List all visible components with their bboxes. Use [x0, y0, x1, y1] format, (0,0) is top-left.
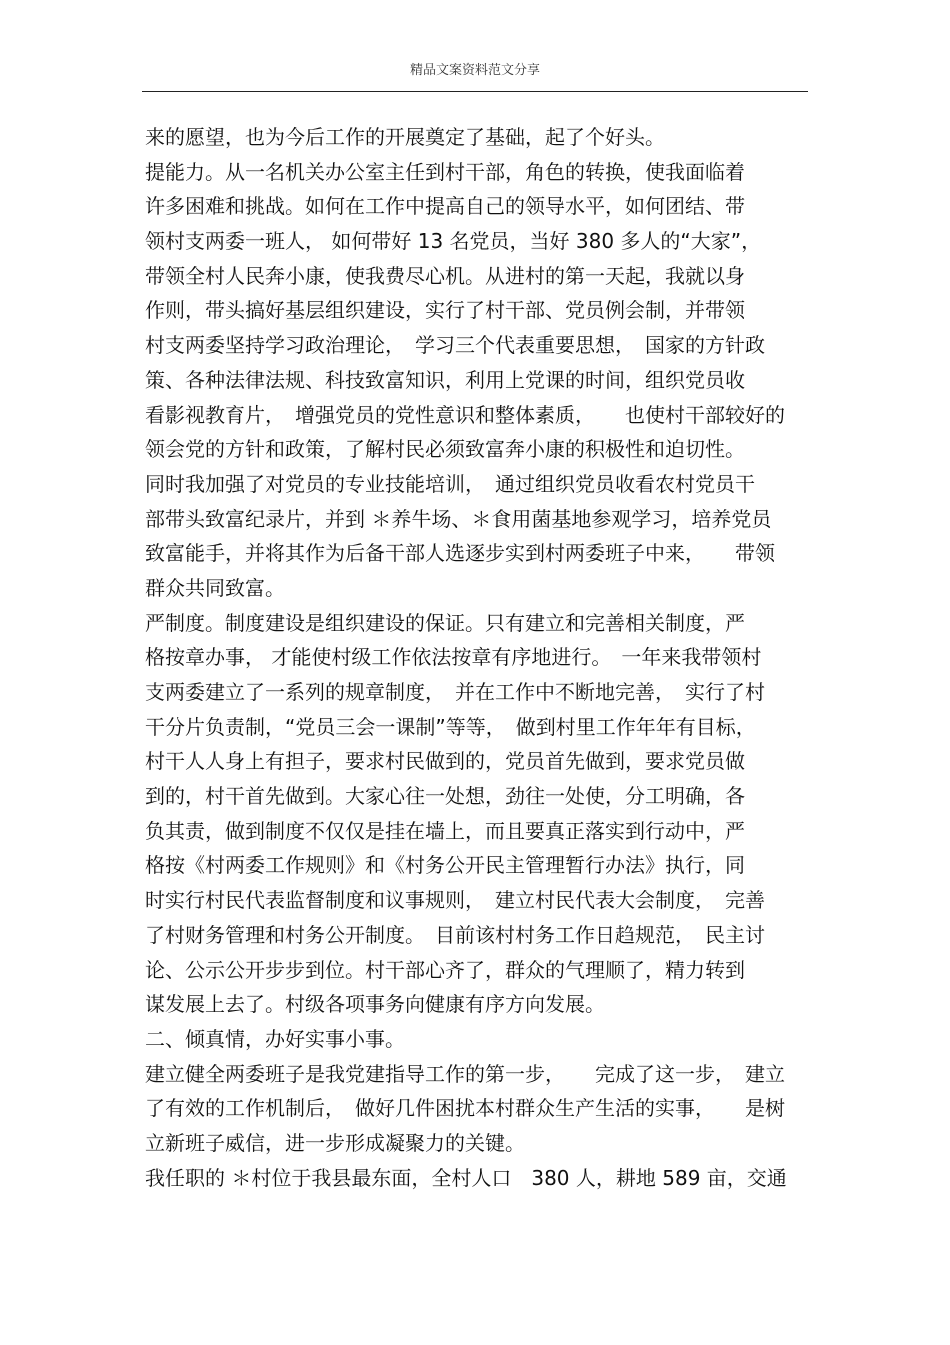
text-line: 许多困难和挑战。如何在工作中提高自己的领导水平，如何团结、带	[145, 194, 745, 219]
text-line: 带领全村人民奔小康，使我费尽心机。从进村的第一天起，我就以身	[145, 263, 745, 288]
text-line: 了村财务管理和村务公开制度。 目前该村村务工作日趋规范， 民主讨	[145, 922, 765, 947]
text-line: 策、各种法律法规、科技致富知识，利用上党课的时间，组织党员收	[145, 367, 745, 392]
text-line: 严制度。制度建设是组织建设的保证。只有建立和完善相关制度，严	[145, 610, 745, 635]
text-line: 来的愿望，也为今后工作的开展奠定了基础，起了个好头。	[145, 125, 665, 149]
text-line: 部带头致富纪录片，并到 ＊养牛场、＊食用菌基地参观学习，培养党员	[145, 506, 772, 531]
page-header: 精品文案资料范文分享	[409, 63, 540, 78]
text-line: 致富能手，并将其作为后备干部人选逐步实到村两委班子中来， 带领	[145, 541, 775, 566]
text-line: 格按章办事， 才能使村级工作依法按章有序地进行。 一年来我带领村	[145, 645, 762, 670]
text-line: 时实行村民代表监督制度和议事规则， 建立村民代表大会制度， 完善	[145, 888, 765, 913]
text-line: 负其责，做到制度不仅仅是挂在墙上，而且要真正落实到行动中，严	[145, 818, 745, 843]
text-line: 干分片负责制，“党员三会一课制”等等， 做到村里工作年年有目标，	[145, 714, 756, 739]
text-line: 我任职的 ＊村位于我县最东面，全村人口 380 人，耕地 589 亩，交通	[145, 1165, 787, 1190]
text-line: 群众共同致富。	[145, 575, 285, 600]
text-line: 领村支两委一班人， 如何带好 13 名党员，当好 380 多人的“大家”，	[145, 229, 762, 254]
text-line: 村干人人身上有担子，要求村民做到的，党员首先做到，要求党员做	[145, 749, 745, 774]
section-heading: 二、倾真情，办好实事小事。	[145, 1026, 405, 1051]
text-line: 提能力。从一名机关办公室主任到村干部，角色的转换，使我面临着	[145, 159, 745, 184]
header-divider	[142, 91, 808, 92]
text-line: 论、公示公开步步到位。村干部心齐了，群众的气理顺了，精力转到	[145, 957, 745, 982]
text-line: 建立健全两委班子是我党建指导工作的第一步， 完成了这一步， 建立	[145, 1061, 785, 1086]
text-line: 村支两委坚持学习政治理论， 学习三个代表重要思想， 国家的方针政	[145, 333, 765, 358]
text-line: 格按《村两委工作规则》和《村务公开民主管理暂行办法》执行，同	[145, 853, 745, 878]
text-line: 作则，带头搞好基层组织建设，实行了村干部、党员例会制，并带领	[145, 298, 745, 323]
document-body	[145, 120, 810, 1195]
text-line: 看影视教育片， 增强党员的党性意识和整体素质， 也使村干部较好的	[145, 402, 785, 427]
text-line: 支两委建立了一系列的规章制度， 并在工作中不断地完善， 实行了村	[145, 680, 765, 704]
text-line: 了有效的工作机制后， 做好几件困扰本村群众生产生活的实事， 是树	[145, 1096, 785, 1121]
text-line: 到的，村干首先做到。大家心往一处想，劲往一处使，分工明确，各	[145, 784, 745, 809]
text-line: 谋发展上去了。村级各项事务向健康有序方向发展。	[145, 992, 605, 1017]
text-line: 领会党的方针和政策，了解村民必须致富奔小康的积极性和迫切性。	[145, 437, 745, 462]
text-line: 立新班子威信，进一步形成凝聚力的关键。	[145, 1130, 525, 1155]
text-line: 同时我加强了对党员的专业技能培训， 通过组织党员收看农村党员干	[145, 471, 755, 496]
